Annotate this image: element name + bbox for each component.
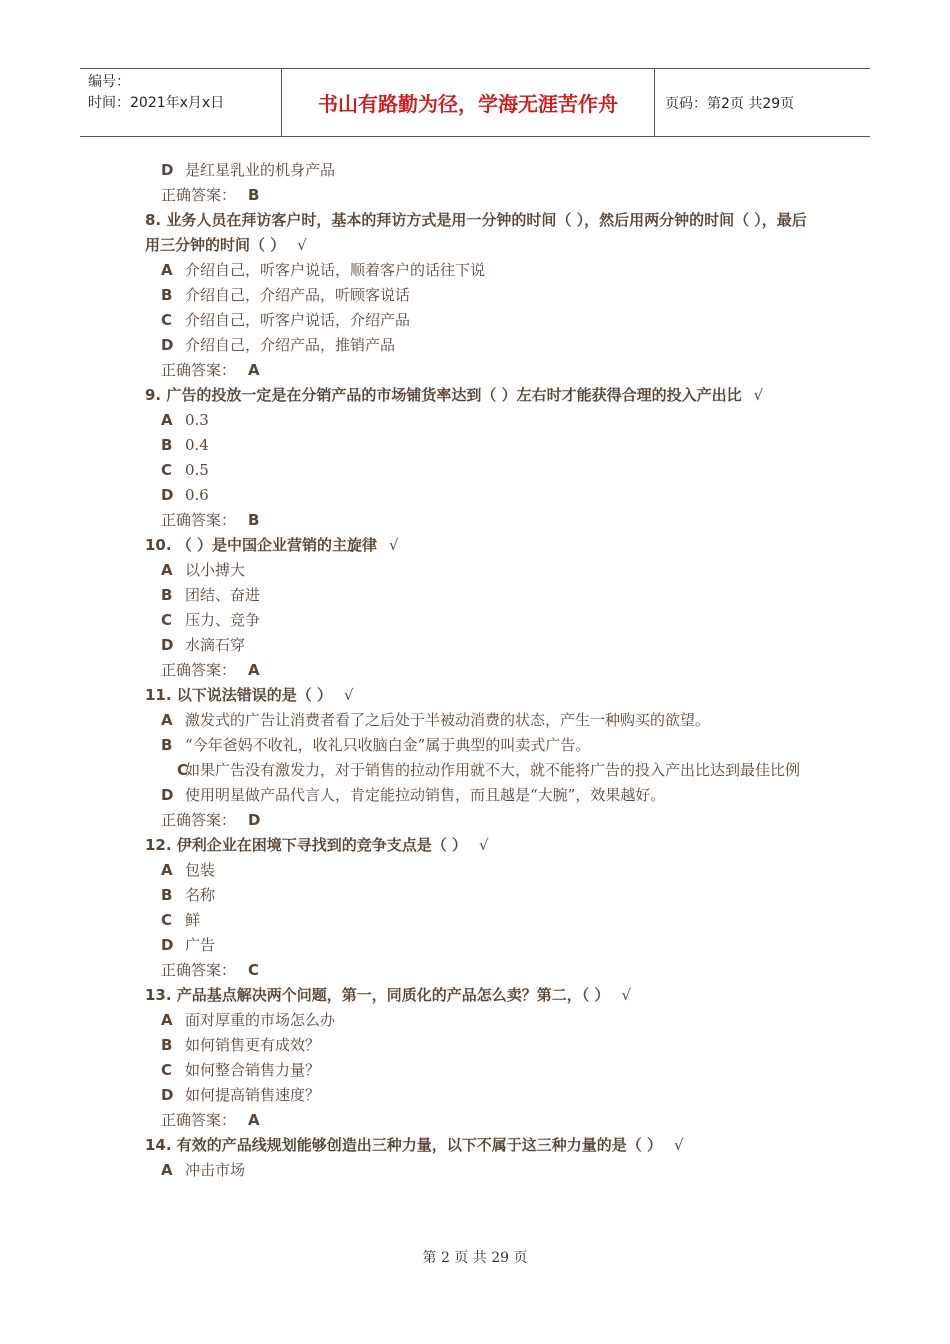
option-key: C — [161, 911, 173, 929]
answer-value: A — [248, 661, 260, 679]
option-item — [145, 258, 815, 283]
question-title — [145, 533, 815, 558]
option-key: A — [161, 261, 173, 279]
answer-label: 正确答案： — [161, 511, 237, 529]
option-item — [145, 408, 815, 433]
option-text: 0.3 — [185, 411, 209, 429]
option-key: B — [161, 886, 173, 904]
page-header — [80, 68, 870, 137]
option-key: D — [161, 486, 174, 504]
answer-line — [145, 358, 815, 383]
question-title — [145, 833, 815, 858]
option-item — [145, 883, 815, 908]
option-key: B — [161, 736, 173, 754]
option-item — [145, 1158, 815, 1183]
option-text: 0.4 — [185, 436, 209, 454]
option-key: A — [161, 711, 173, 729]
answer-line — [145, 958, 815, 983]
option-item — [145, 308, 815, 333]
option-key: A — [161, 861, 173, 879]
answer-label: 正确答案： — [161, 186, 237, 204]
answer-label: 正确答案： — [161, 1111, 237, 1129]
option-item — [145, 908, 815, 933]
answer-line — [145, 508, 815, 533]
option-item — [145, 1083, 815, 1108]
answer-value: C — [248, 961, 260, 979]
option-text: 冲击市场 — [185, 1161, 246, 1179]
page-footer: 第 2 页 共 29 页 — [422, 1250, 528, 1266]
question-title — [145, 683, 815, 708]
answer-value: A — [248, 1111, 260, 1129]
check-mark: √ — [344, 686, 354, 704]
option-text: 名称 — [185, 886, 216, 904]
question-text: 12. 伊利企业在困境下寻找到的竞争支点是（ ） — [145, 836, 468, 854]
option-text: 包装 — [185, 861, 216, 879]
option-item — [145, 1008, 815, 1033]
option-key: D — [161, 336, 174, 354]
option-key: D — [161, 636, 174, 654]
option-text: 如何提高销售速度？ — [185, 1086, 321, 1104]
option-item — [145, 733, 815, 758]
answer-value: B — [248, 511, 260, 529]
option-text: 介绍自己，听客户说话，顺着客户的话往下说 — [185, 261, 486, 279]
date-label: 时间：2021年x月x日 — [88, 95, 225, 111]
option-text: 如果广告没有激发力，对于销售的拉动作用就不大，就不能将广告的投入产出比达到最佳比例 — [185, 761, 801, 779]
option-text: 介绍自己，介绍产品，推销产品 — [185, 336, 396, 354]
option-item — [145, 558, 815, 583]
number-label: 编号： — [88, 74, 130, 90]
question-text: 10. （ ）是中国企业营销的主旋律 — [145, 536, 378, 554]
option-text: 鲜 — [185, 911, 201, 929]
option-text: 团结、奋进 — [185, 586, 261, 604]
option-text: “今年爸妈不收礼，收礼只收脑白金”属于典型的叫卖式广告。 — [185, 736, 591, 754]
answer-label: 正确答案： — [161, 361, 237, 379]
question-text: 14. 有效的产品线规划能够创造出三种力量，以下不属于这三种力量的是（ ） — [145, 1136, 663, 1154]
option-key: B — [161, 286, 173, 304]
option-item — [145, 1058, 815, 1083]
option-key: C — [161, 1061, 173, 1079]
question-text: 11. 以下说法错误的是（ ） — [145, 686, 333, 704]
option-text: 0.6 — [185, 486, 209, 504]
option-item — [145, 458, 815, 483]
check-mark: √ — [621, 986, 632, 1004]
option-text: 水滴石穿 — [185, 636, 246, 654]
option-item — [145, 283, 815, 308]
option-item — [145, 858, 815, 883]
question-text: 8. 业务人员在拜访客户时，基本的拜访方式是用一分钟的时间（ ），然后用两分钟的时间（ ），最后用三分钟的时间（ ） — [145, 211, 807, 254]
header-page-label: 页码：第2页 共29页 — [665, 95, 795, 112]
option-text: 以小搏大 — [185, 561, 246, 579]
option-item — [145, 933, 815, 958]
option-text: 如何销售更有成效？ — [185, 1036, 321, 1054]
answer-label: 正确答案： — [161, 961, 237, 979]
answer-line — [145, 1108, 815, 1133]
option-text: 面对厚重的市场怎么办 — [185, 1011, 336, 1029]
option-key: A — [161, 411, 173, 429]
question-title — [145, 983, 815, 1008]
answer-line — [145, 808, 815, 833]
answer-label: 正确答案： — [161, 811, 237, 829]
option-text: 0.5 — [185, 461, 209, 479]
check-mark: √ — [753, 386, 764, 404]
answer-label: 正确答案： — [161, 661, 237, 679]
option-key: B — [161, 1036, 173, 1054]
option-item — [145, 433, 815, 458]
option-key: D — [161, 786, 174, 804]
answer-value: D — [248, 811, 261, 829]
option-item — [145, 333, 815, 358]
option-key: A — [161, 561, 173, 579]
question-list — [145, 158, 815, 1183]
option-text: 介绍自己，介绍产品，听顾客说话 — [185, 286, 411, 304]
option-key: C — [161, 461, 173, 479]
check-mark: √ — [674, 1136, 684, 1154]
check-mark: √ — [297, 236, 307, 254]
check-mark: √ — [479, 836, 489, 854]
header-meta — [80, 69, 282, 136]
option-key: C — [177, 761, 189, 779]
option-text: 使用明星做产品代言人，肯定能拉动销售，而且越是“大腕”，效果越好。 — [185, 786, 666, 804]
option-text: 广告 — [185, 936, 216, 954]
option-key: C — [161, 311, 173, 329]
option-text: 激发式的广告让消费者看了之后处于半被动消费的状态，产生一种购买的欲望。 — [185, 711, 711, 729]
answer-value: A — [248, 361, 260, 379]
option-item — [145, 758, 815, 783]
option-item — [145, 583, 815, 608]
option-text: 是红星乳业的机身产品 — [185, 161, 336, 179]
option-key: A — [161, 1161, 173, 1179]
option-key: D — [161, 1086, 174, 1104]
option-key: B — [161, 586, 173, 604]
question-text: 9. 广告的投放一定是在分销产品的市场铺货率达到（ ）左右时才能获得合理的投入产出比 — [145, 386, 742, 404]
option-item — [145, 1033, 815, 1058]
question-title — [145, 1133, 815, 1158]
question-text: 13. 产品基点解决两个问题，第一，同质化的产品怎么卖？第二，（ ） — [145, 986, 610, 1004]
question-title — [145, 383, 815, 408]
header-motto: 书山有路勤为径，学海无涯苦作舟 — [282, 69, 655, 136]
option-key: D — [161, 936, 174, 954]
option-item — [145, 708, 815, 733]
check-mark: √ — [389, 536, 399, 554]
question-title — [145, 208, 815, 258]
option-text: 如何整合销售力量？ — [185, 1061, 321, 1079]
option-item — [145, 158, 815, 183]
option-item — [145, 608, 815, 633]
answer-line — [145, 658, 815, 683]
option-item — [145, 483, 815, 508]
option-key: A — [161, 1011, 173, 1029]
option-item — [145, 633, 815, 658]
option-key: C — [161, 611, 173, 629]
option-key: D — [161, 161, 174, 179]
answer-line — [145, 183, 815, 208]
option-text: 介绍自己，听客户说话，介绍产品 — [185, 311, 411, 329]
option-item — [145, 783, 815, 808]
answer-value: B — [248, 186, 260, 204]
option-key: B — [161, 436, 173, 454]
option-text: 压力、竞争 — [185, 611, 261, 629]
